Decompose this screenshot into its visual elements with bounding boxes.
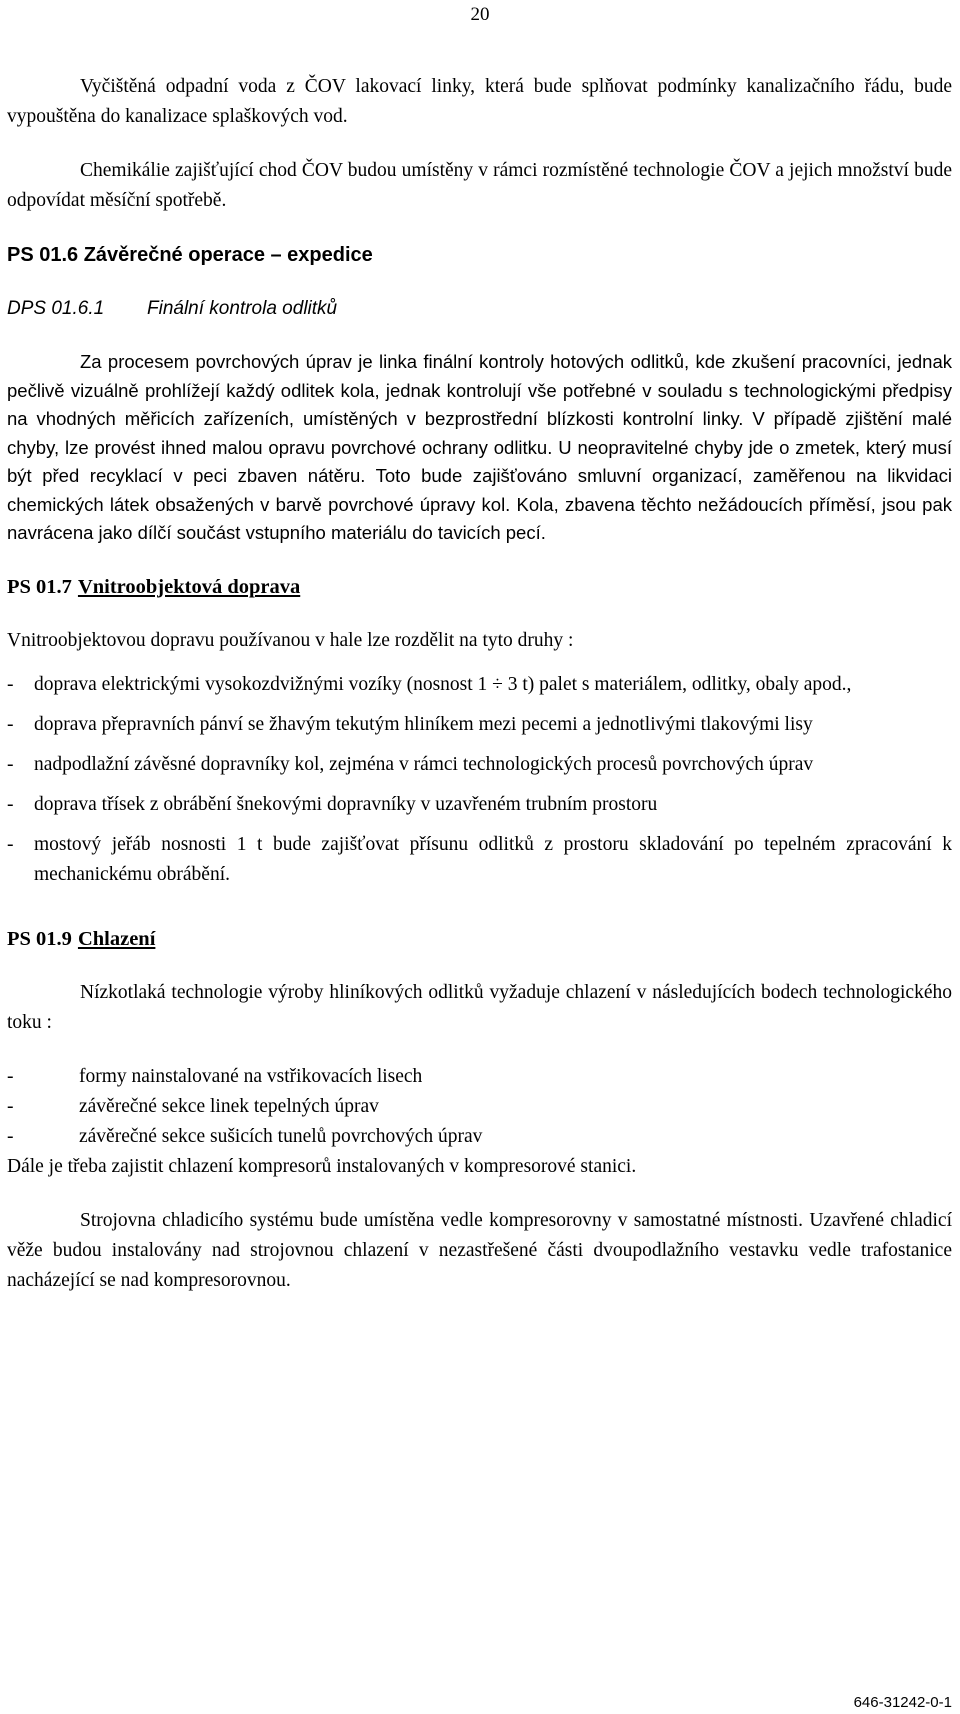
paragraph-compressors: Dále je třeba zajistit chlazení kompresorů instalovaných v kompresorové stanici. bbox=[7, 1155, 637, 1177]
page-number: 20 bbox=[470, 4, 490, 25]
subheading-title: Finální kontrola odlitků bbox=[147, 298, 338, 319]
document-code: 646-31242-0-1 bbox=[853, 1694, 952, 1711]
paragraph-final-inspection: Za procesem povrchových úprav je linka finální kontroly hotových odlitků, kde zkušení pracovníci, jednak pečlivě vizuálně prohlížejí každý odlitek kola, jednak kontrolují vše potřebné v souladu s technologickými předpisy na vhodných měřicích zařízeních, umístěných v bezprostřední blízkosti kontrolní linky. V případě zjištění malé chyby, lze provést ihned malou opravu povrchové ochrany odlitku. U neopravitelné chyby jde o zmetek, který musí být před recyklací v peci zbaven nátěru. Toto bude zajišťováno smluvní organizací, zaměřenou na likvidaci chemických látek obsažených v barvě povrchové úpravy kol. Kola, zbavena těchto nežádoucích příměsí, jsou pak navrácena jako dílčí součást vstupního materiálu do tavicích pecí. bbox=[7, 351, 952, 543]
list-item: - mostový jeřáb nosnosti 1 t bude zajišťovat přísunu odlitků z prostoru skladování po tepelném zpracování k mechanickému obrábění. bbox=[7, 830, 952, 890]
heading-ps-01-7 bbox=[7, 572, 952, 602]
list-dash: - bbox=[7, 713, 14, 735]
list-item: - doprava třísek z obrábění šnekovými dopravníky v uzavřeném trubním prostoru bbox=[7, 790, 952, 820]
cooling-list bbox=[7, 1062, 952, 1152]
paragraph-wastewater: Vyčištěná odpadní voda z ČOV lakovací linky, která bude splňovat podmínky kanalizačního řádu, bude vypouštěna do kanalizace splaškových vod. bbox=[7, 76, 952, 127]
list-item: - doprava přepravních pánví se žhavým tekutým hliníkem mezi pecemi a jednotlivými tlakovými lisy bbox=[7, 710, 952, 740]
page-content bbox=[7, 72, 952, 1296]
list-item: - formy nainstalované na vstřikovacích lisech bbox=[7, 1062, 952, 1092]
list-dash: - bbox=[7, 1065, 14, 1087]
heading-number: PS 01.7 bbox=[7, 575, 72, 598]
list-item: - nadpodlažní závěsné dopravníky kol, zejména v rámci technologických procesů povrchových úprav bbox=[7, 750, 952, 780]
list-dash: - bbox=[7, 833, 14, 855]
paragraph-chemicals: Chemikálie zajišťující chod ČOV budou umístěny v rámci rozmístěné technologie ČOV a jejich množství bude odpovídat měsíční spotřebě. bbox=[7, 160, 952, 211]
heading-ps-01-9 bbox=[7, 924, 952, 954]
heading-number: PS 01.9 bbox=[7, 927, 72, 950]
list-dash: - bbox=[7, 793, 14, 815]
paragraph-cooling-plant: Strojovna chladicího systému bude umístěna vedle kompresorovny v samostatné místnosti. Uzavřené chladicí věže budou instalovány nad strojovnou chlazení v nezastřešené části dvoupodlažního vestavku vedle trafostanice nacházející se nad kompresorovnou. bbox=[7, 1209, 952, 1291]
list-dash: - bbox=[7, 753, 14, 775]
list-dash: - bbox=[7, 1095, 14, 1117]
paragraph-cooling-intro: Nízkotlaká technologie výroby hliníkových odlitků vyžaduje chlazení v následujících bodech technologického toku : bbox=[7, 981, 952, 1033]
heading-ps-01-6: PS 01.6 Závěrečné operace – expedice bbox=[7, 244, 373, 266]
list-item: - závěrečné sekce linek tepelných úprav bbox=[7, 1092, 952, 1122]
heading-title: Chlazení bbox=[77, 927, 156, 950]
list-item: - doprava elektrickými vysokozdvižnými vozíky (nosnost 1 ÷ 3 t) palet s materiálem, odlitky, obaly apod., bbox=[7, 670, 952, 700]
subheading-number: DPS 01.6.1 bbox=[7, 298, 105, 319]
heading-title: Vnitroobjektová doprava bbox=[77, 575, 301, 598]
paragraph-transport-intro: Vnitroobjektovou dopravu používanou v hale lze rozdělit na tyto druhy : bbox=[7, 629, 574, 651]
list-dash: - bbox=[7, 1125, 14, 1147]
transport-list bbox=[7, 670, 952, 890]
list-dash: - bbox=[7, 673, 14, 695]
list-item: - závěrečné sekce sušicích tunelů povrchových úprav bbox=[7, 1122, 952, 1152]
subheading-dps-01-6-1 bbox=[7, 294, 952, 324]
